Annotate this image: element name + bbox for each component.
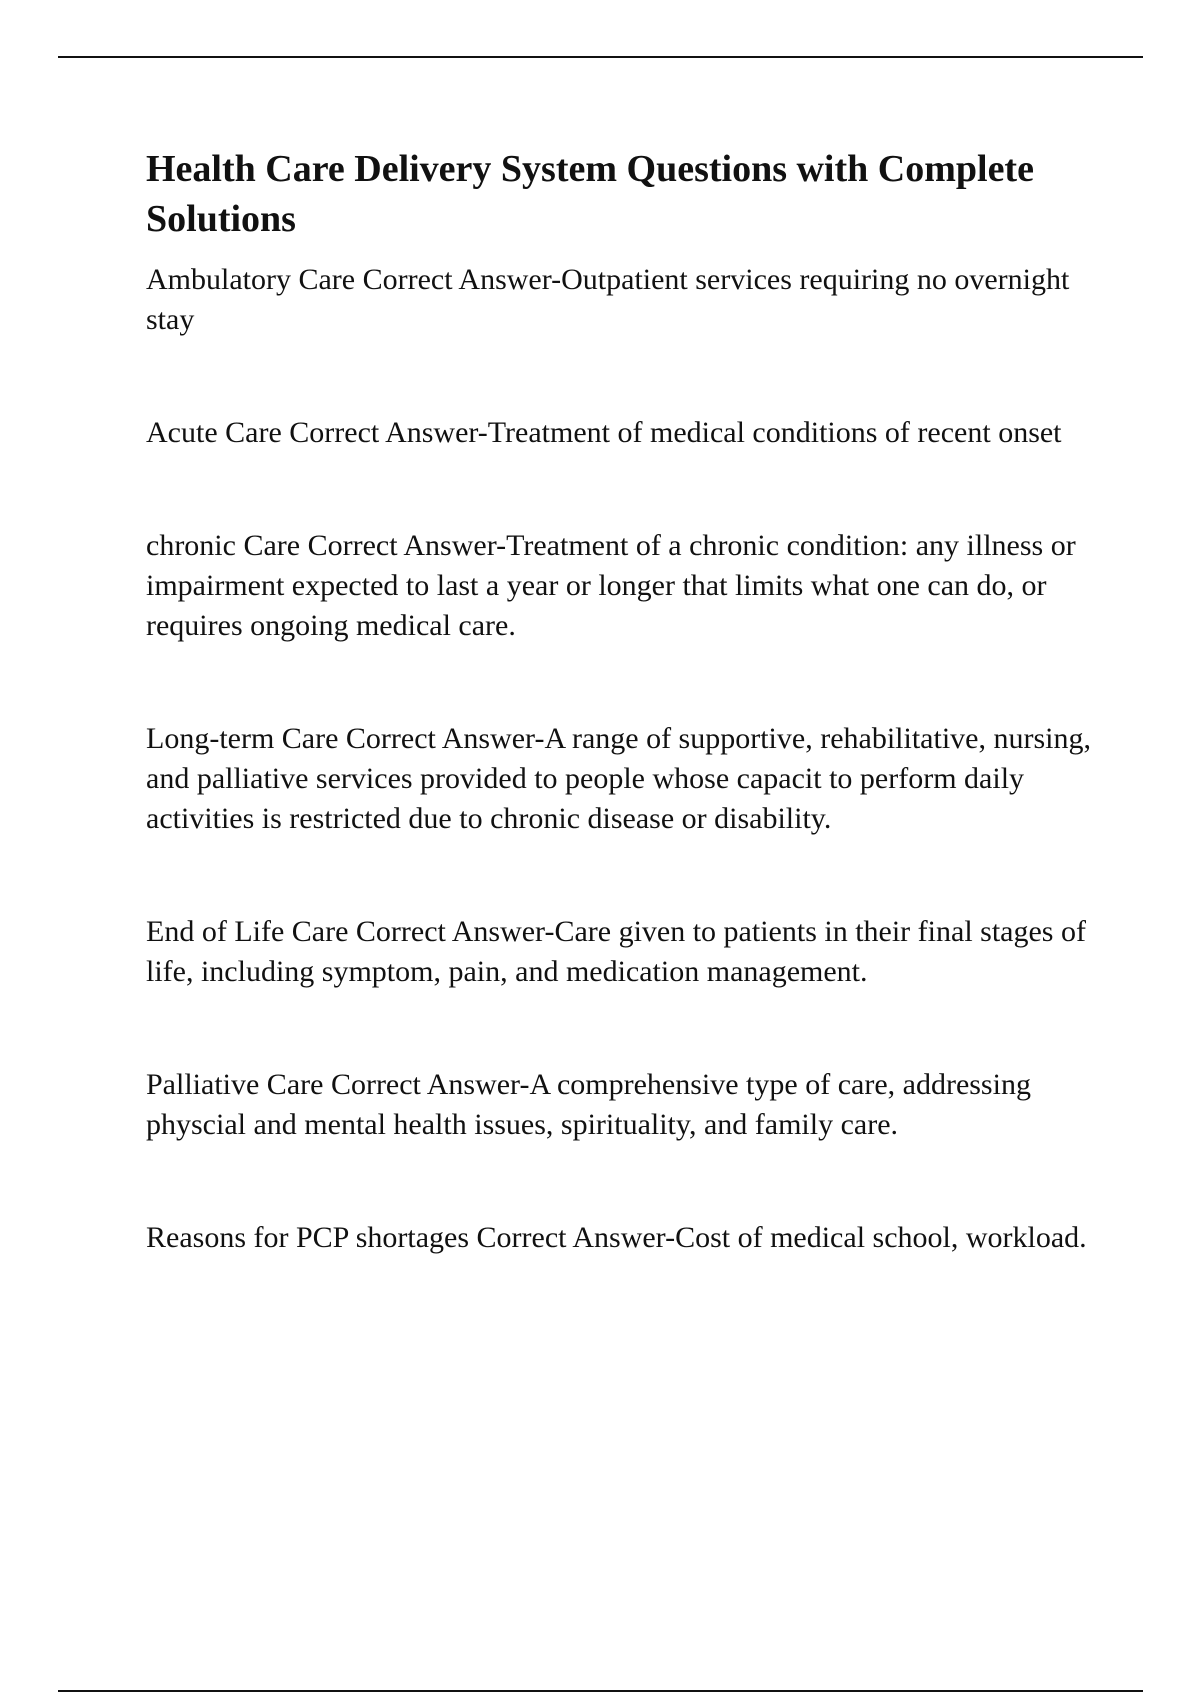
qa-entry-ambulatory-care: [146, 260, 1106, 340]
qa-answer: A range of supportive, rehabilitative, nursing, and palliative services provided to people whose capacit to perform daily activities is restricted due to chronic disease or disability.: [146, 722, 1091, 835]
document-title: Health Care Delivery System Questions with Complete Solutions: [146, 148, 1034, 240]
qa-answer: Treatment of a chronic condition: any illness or impairment expected to last a year or longer that limits what one can do, or requires ongoing medical care.: [146, 529, 1076, 642]
qa-entry-chronic-care: [146, 526, 1106, 646]
answer-separator: [496, 529, 506, 562]
qa-term: Long-term Care: [146, 722, 339, 755]
answer-separator: [544, 915, 554, 948]
qa-term: End of Life Care: [146, 915, 349, 948]
answer-marker: Correct Answer: [330, 1068, 520, 1101]
answer-marker: Correct Answer: [362, 263, 552, 296]
answer-separator: [534, 722, 544, 755]
qa-entry-end-of-life-care: [146, 912, 1106, 992]
answer-separator: [478, 416, 488, 449]
answer-separator: [551, 263, 561, 296]
qa-term: Acute Care: [146, 416, 282, 449]
qa-answer: Cost of medical school, workload.: [675, 1221, 1087, 1254]
qa-entry-long-term-care: [146, 719, 1106, 839]
qa-answer: Care given to patients in their final stages of life, including symptom, pain, and medication management.: [146, 915, 1086, 988]
answer-marker: Correct Answer: [476, 1221, 666, 1254]
answer-separator: [665, 1221, 675, 1254]
qa-entry-palliative-care: [146, 1065, 1106, 1145]
qa-term: Palliative Care: [146, 1068, 324, 1101]
qa-entry-acute-care: [146, 413, 1106, 453]
qa-answer: Treatment of medical conditions of recent onset: [487, 416, 1062, 449]
qa-term: Reasons for PCP shortages: [146, 1221, 470, 1254]
answer-separator: [519, 1068, 529, 1101]
bottom-rule: [58, 1690, 1143, 1692]
qa-answer: A comprehensive type of care, addressing physcial and mental health issues, spirituality, and family care.: [146, 1068, 1031, 1141]
top-rule: [58, 56, 1143, 58]
qa-entry-pcp-shortages: [146, 1218, 1106, 1258]
answer-marker: Correct Answer: [307, 529, 497, 562]
document-body: [146, 144, 1106, 1331]
qa-term: Ambulatory Care: [146, 263, 356, 296]
qa-answer: Outpatient services requiring no overnight stay: [146, 263, 1070, 336]
qa-term: chronic Care: [146, 529, 301, 562]
answer-marker: Correct Answer: [355, 915, 545, 948]
answer-marker: Correct Answer: [289, 416, 478, 449]
answer-marker: Correct Answer: [345, 722, 535, 755]
